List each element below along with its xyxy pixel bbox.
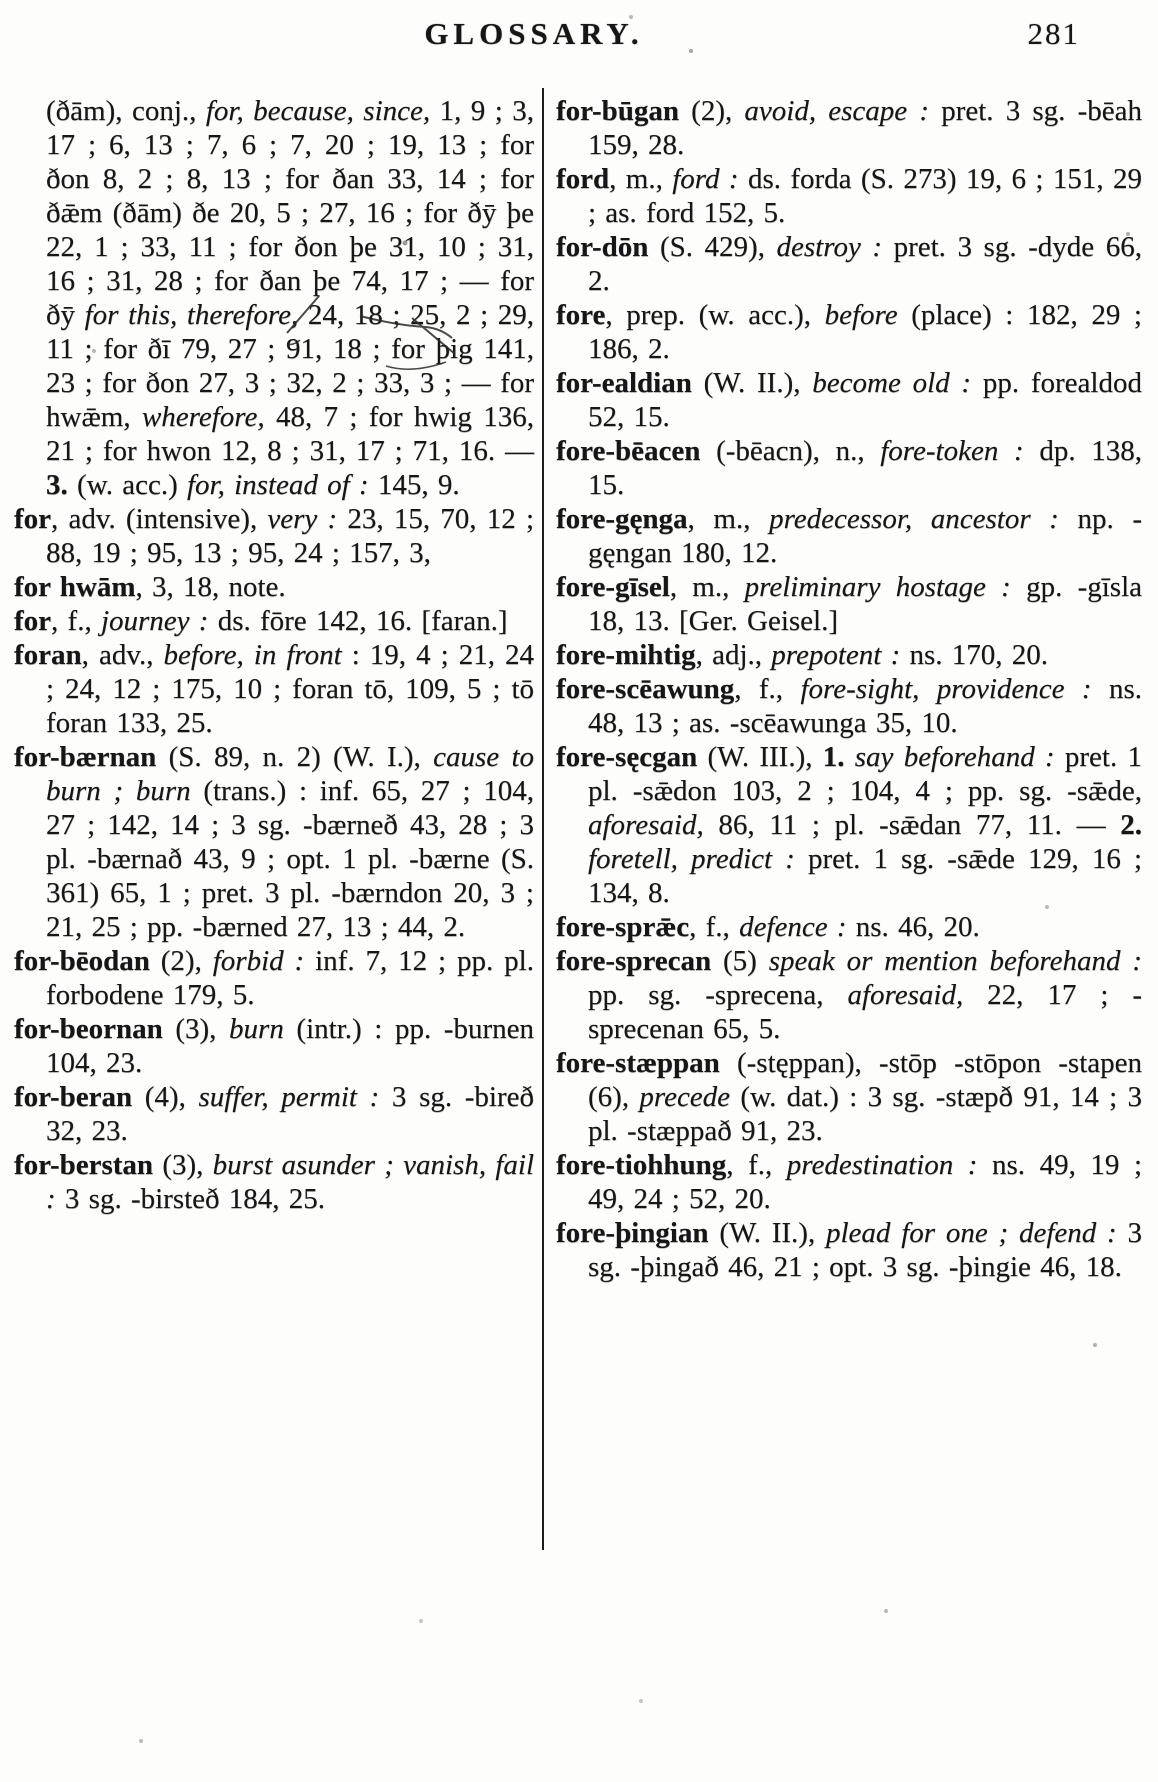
glossary-entry-for-ealdian: for-ealdian (W. II.), become old : pp. forealdod 52, 15. [556, 367, 1142, 433]
glossary-entry-ford: ford, m., ford : ds. forda (S. 273) 19, 6 ; 151, 29 ; as. ford 152, 5. [556, 163, 1142, 229]
glossary-entry-fore-secgan: fore-sęcgan (W. III.), 1. say beforehand : pret. 1 pl. -sǣdon 103, 2 ; 104, 4 ; pp. sg. -sǣde, aforesaid, 86, 11 ; pl. -sǣdan 77, 11. — 2. foretell, predict : pret. 1 sg. -sǣde 129, 16 ; 134, 8. [556, 741, 1143, 909]
glossary-entry-fore-prep: fore, prep. (w. acc.), before (place) : 182, 29 ; 186, 2. [556, 299, 1142, 365]
glossary-entry-fore-staeppan: fore-stæppan (-stęppan), -stōp -stōpon -stapen (6), precede (w. dat.) : 3 sg. -stæpð 91, 14 ; 3 pl. -stæppað 91, 23. [556, 1047, 1142, 1147]
glossary-entry-fore-tiohhung: fore-tiohhung, f., predestination : ns. 49, 19 ; 49, 24 ; 52, 20. [556, 1149, 1143, 1215]
glossary-entry-fore-thingian: fore-þingian (W. II.), plead for one ; defend : 3 sg. -þingað 46, 21 ; opt. 3 sg. -þingie 46, 18. [556, 1217, 1142, 1283]
glossary-entry-fore-spraec: fore-sprǣc, f., defence : ns. 46, 20. [556, 911, 980, 943]
glossary-entry-for-berstan: for-berstan (3), burst asunder ; vanish, fail : 3 sg. -birsteð 184, 25. [14, 1149, 535, 1215]
glossary-entry-for-bugan: for-būgan (2), avoid, escape : pret. 3 sg. -bēah 159, 28. [556, 95, 1142, 161]
glossary-entry-fore-mihtig: fore-mihtig, adj., prepotent : ns. 170, 20. [556, 639, 1049, 671]
glossary-left-column [14, 94, 534, 1216]
page-number: 281 [1027, 16, 1080, 51]
glossary-entry-for-hwam: for hwām, 3, 18, note. [14, 571, 286, 603]
column-divider-rule [542, 88, 544, 1550]
page-header [0, 16, 1158, 66]
glossary-entry-for-don: for-dōn (S. 429), destroy : pret. 3 sg. -dyde 66, 2. [556, 231, 1142, 297]
glossary-entry-fore-sprecan: fore-sprecan (5) speak or mention beforehand : pp. sg. -sprecena, aforesaid, 22, 17 ; -sprecenan 65, 5. [556, 945, 1142, 1045]
glossary-entry-foran: foran, adv., before, in front : 19, 4 ; 21, 24 ; 24, 12 ; 175, 10 ; foran tō, 109, 5 ; tō foran 133, 25. [14, 639, 534, 739]
glossary-entry-for-beornan: for-beornan (3), burn (intr.) : pp. -burnen 104, 23. [14, 1013, 534, 1079]
scan-dust-specks [0, 0, 2, 2]
glossary-entry-for-baernan: for-bærnan (S. 89, n. 2) (W. I.), cause to burn ; burn (trans.) : inf. 65, 27 ; 104, 27 ; 142, 14 ; 3 sg. -bærneð 43, 28 ; 3 pl. -bærnað 43, 9 ; opt. 1 pl. -bærne (S. 361) 65, 1 ; pret. 3 pl. -bærndon 20, 3 ; 21, 25 ; pp. -bærned 27, 13 ; 44, 2. [14, 741, 535, 943]
glossary-entry-fore-gisel: fore-gīsel, m., preliminary hostage : gp. -gīsla 18, 13. [Ger. Geisel.] [556, 571, 1142, 637]
glossary-entry-for-beodan: for-bēodan (2), forbid : inf. 7, 12 ; pp. pl. forbodene 179, 5. [14, 945, 534, 1011]
page-title: GLOSSARY. [424, 16, 644, 51]
glossary-entry-fore-genga: fore-gęnga, m., predecessor, ancestor : np. -gęngan 180, 12. [556, 503, 1142, 569]
glossary-entry-for-adv: for, adv. (intensive), very : 23, 15, 70, 12 ; 88, 19 ; 95, 13 ; 95, 24 ; 157, 3, [14, 503, 534, 569]
glossary-entry-dham-continuation: (ðām), conj., for, because, since, 1, 9 ; 3, 17 ; 6, 13 ; 7, 6 ; 7, 20 ; 19, 13 ; for ðon 8, 2 ; 8, 13 ; for ðan 33, 14 ; for ðǣm (ðām) ðe 20, 5 ; 27, 16 ; for ðȳ þe 22, 1 ; 33, 11 ; for ðon þe 31, 10 ; 31, 16 ; 31, 28 ; for ðan þe 74, 17 ; — for ðȳ for this, therefore, 24, 18 ; 25, 2 ; 29, 11 ; for ðī 79, 27 ; 91, 18 ; for þig 141, 23 ; for ðon 27, 3 ; 32, 2 ; 33, 3 ; — for hwǣm, wherefore, 48, 7 ; for hwig 136, 21 ; for hwon 12, 8 ; 31, 17 ; 71, 16. — 3. (w. acc.) for, instead of : 145, 9. [46, 95, 535, 501]
glossary-entry-for-beran: for-beran (4), suffer, permit : 3 sg. -bireð 32, 23. [14, 1081, 534, 1147]
glossary-entry-fore-sceawung: fore-scēawung, f., fore-sight, providence : ns. 48, 13 ; as. -scēawunga 35, 10. [556, 673, 1142, 739]
glossary-right-column [556, 94, 1142, 1284]
glossary-entry-fore-beacen: fore-bēacen (-bēacn), n., fore-token : dp. 138, 15. [556, 435, 1142, 501]
glossary-body [14, 94, 1142, 1550]
glossary-entry-for-f: for, f., journey : ds. fōre 142, 16. [faran.] [14, 605, 508, 637]
